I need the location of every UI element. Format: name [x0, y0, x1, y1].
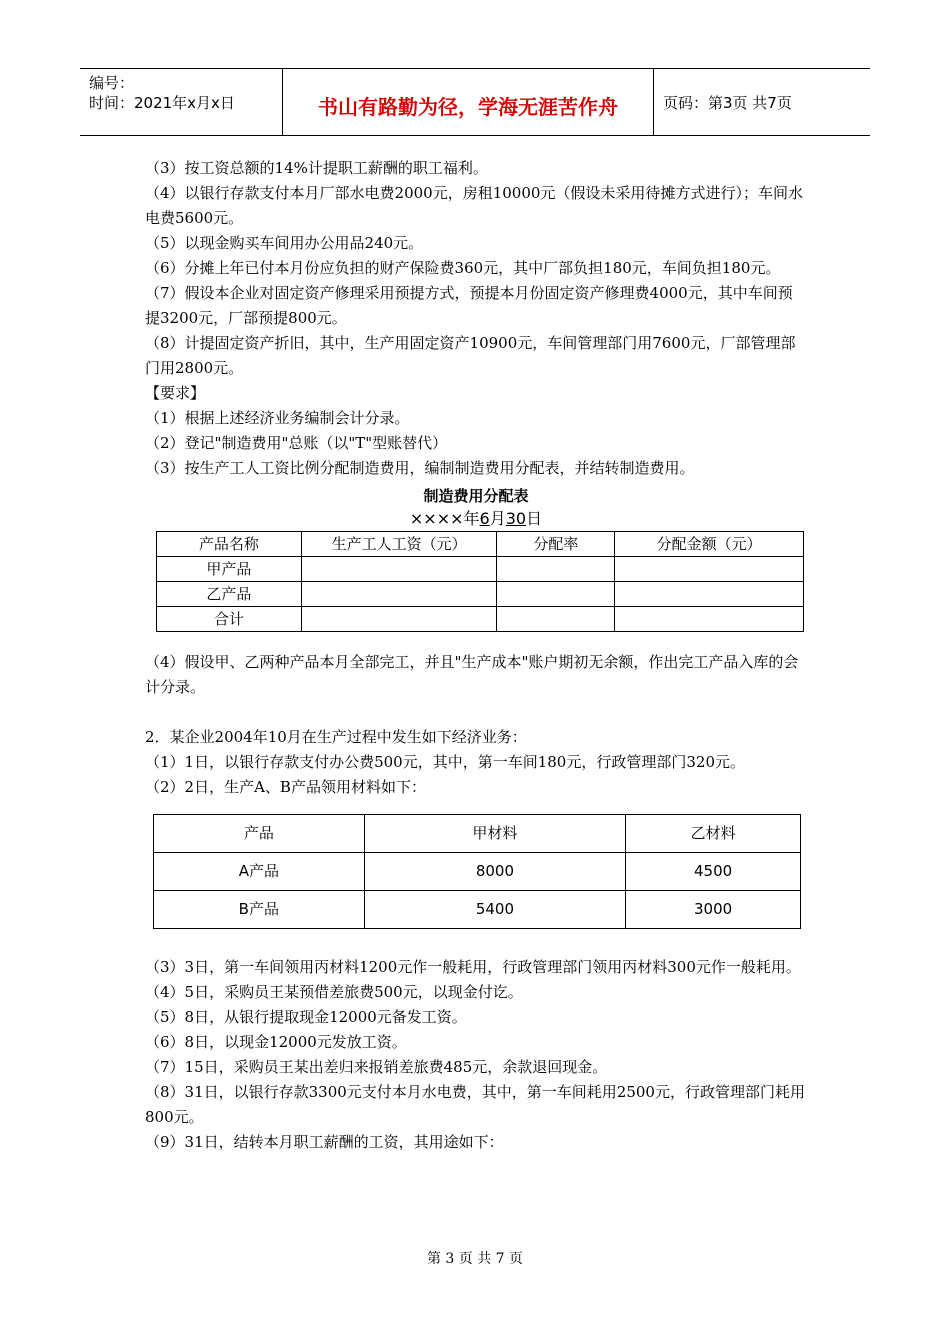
table-cell: 乙产品 [157, 582, 302, 607]
table-header-row [154, 815, 801, 853]
paragraph: （8）31日，以银行存款3300元支付本月水电费，其中，第一车间耗用2500元，行政管理部门耗用800元。 [145, 1083, 805, 1126]
paragraph: （3）按生产工人工资比例分配制造费用，编制制造费用分配表，并结转制造费用。 [145, 459, 695, 477]
paragraph: （3）3日，第一车间领用丙材料1200元作一般耗用，行政管理部门领用丙材料300元作一般耗用。 [145, 958, 801, 976]
table-cell [497, 557, 615, 582]
page-header [80, 68, 870, 136]
table-row [157, 582, 804, 607]
table-cell [301, 557, 497, 582]
header-cell: 分配金额（元） [615, 532, 804, 557]
header-cell: 甲材料 [364, 815, 626, 853]
number-label: 编号： [89, 74, 135, 92]
table-row [154, 891, 801, 929]
date-suffix: 日 [526, 509, 543, 528]
table-row [157, 557, 804, 582]
paragraph: （2）登记"制造费用"总账（以"T"型账替代） [145, 434, 448, 452]
paragraph: （7）假设本企业对固定资产修理采用预提方式，预提本月份固定资产修理费4000元，其中车间预提3200元，厂部预提800元。 [145, 284, 793, 327]
table-cell: 甲产品 [157, 557, 302, 582]
header-page-label: 页码：第3页 共7页 [663, 93, 792, 112]
paragraph: （3）按工资总额的14%计提职工薪酬的职工福利。 [145, 159, 488, 177]
alloc-table [156, 531, 804, 632]
page-footer: 第 3 页 共 7 页 [426, 1251, 524, 1267]
alloc-table-date [145, 507, 807, 531]
table-cell [615, 582, 804, 607]
paragraph: （6）分摊上年已付本月份应负担的财产保险费360元，其中厂部负担180元，车间负担180元。 [145, 259, 781, 277]
table-cell [497, 582, 615, 607]
material-table [153, 814, 801, 929]
paragraph: （2）2日，生产A、B产品领用材料如下： [145, 778, 426, 796]
table-cell: 5400 [364, 891, 626, 929]
paragraph: （5）以现金购买车间用办公用品240元。 [145, 234, 424, 252]
table-cell: B产品 [154, 891, 365, 929]
paragraph: （7）15日，采购员王某出差归来报销差旅费485元，余款退回现金。 [145, 1058, 608, 1076]
paragraph: （4）以银行存款支付本月厂部水电费2000元，房租10000元（假设未采用待摊方式进行）；车间水电费5600元。 [145, 184, 803, 227]
header-motto: 书山有路勤为径，学海无涯苦作舟 [283, 69, 654, 135]
date-month: 6 [479, 509, 490, 528]
table-cell [615, 557, 804, 582]
paragraph: （4）5日，采购员王某预借差旅费500元，以现金付讫。 [145, 983, 523, 1001]
table-cell [301, 582, 497, 607]
table-cell: 3000 [626, 891, 801, 929]
paragraph: （6）8日，以现金12000元发放工资。 [145, 1033, 407, 1051]
paragraph: （4）假设甲、乙两种产品本月全部完工，并且"生产成本"账户期初无余额，作出完工产品入库的会计分录。 [145, 653, 799, 696]
document-body [145, 156, 807, 1155]
paragraph: （5）8日，从银行提取现金12000元备发工资。 [145, 1008, 467, 1026]
table-row [157, 607, 804, 632]
spacer [145, 700, 807, 725]
table-cell [301, 607, 497, 632]
table-cell [615, 607, 804, 632]
date-day: 30 [505, 509, 527, 528]
header-cell: 产品 [154, 815, 365, 853]
table-cell [497, 607, 615, 632]
time-label: 时间：2021年x月x日 [89, 94, 235, 112]
section-heading: 2．某企业2004年10月在生产过程中发生如下经济业务： [145, 728, 527, 746]
paragraph: （9）31日，结转本月职工薪酬的工资，其用途如下： [145, 1133, 504, 1151]
table-header-row [157, 532, 804, 557]
header-cell: 分配率 [497, 532, 615, 557]
header-cell: 产品名称 [157, 532, 302, 557]
header-cell: 生产工人工资（元） [301, 532, 497, 557]
date-mid: 月 [489, 509, 506, 528]
table-cell: 4500 [626, 853, 801, 891]
alloc-table-title: 制造费用分配表 [423, 487, 529, 505]
header-left [80, 69, 283, 135]
paragraph: （8）计提固定资产折旧，其中，生产用固定资产10900元，车间管理部门用7600元，厂部管理部门用2800元。 [145, 334, 796, 377]
table-cell: 8000 [364, 853, 626, 891]
table-row [154, 853, 801, 891]
table-cell: A产品 [154, 853, 365, 891]
date-prefix: ××××年 [409, 509, 480, 528]
paragraph: （1）根据上述经济业务编制会计分录。 [145, 409, 410, 427]
requirements-heading: 【要求】 [145, 384, 206, 402]
table-cell: 合计 [157, 607, 302, 632]
paragraph: （1）1日，以银行存款支付办公费500元，其中，第一车间180元，行政管理部门320元。 [145, 753, 745, 771]
header-cell: 乙材料 [626, 815, 801, 853]
